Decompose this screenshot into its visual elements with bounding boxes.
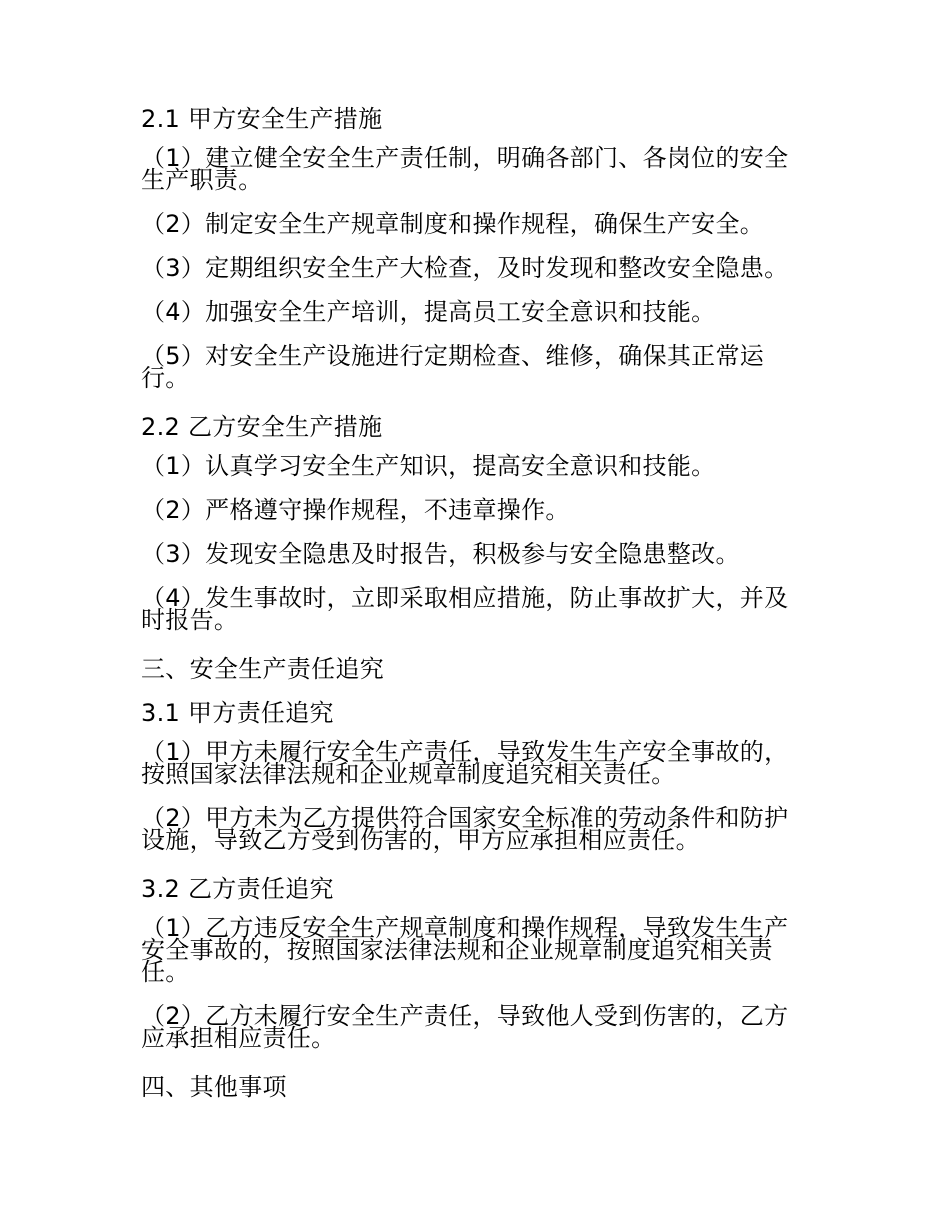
list-item-2-1-2: （2）制定安全生产规章制度和操作规程，确保生产安全。 [141,210,765,238]
list-item-2-1-4: （4）加强安全生产培训，提高员工安全意识和技能。 [141,298,716,326]
section-heading-2-1: 2.1 甲方安全生产措施 [141,105,383,133]
list-item-3-1-2: （2）甲方未为乙方提供符合国家安全标准的劳动条件和防护设施，导致乙方受到伤害的，甲方应承担相应责任。 [141,804,789,854]
list-item-3-2-1: （1）乙方违反安全生产规章制度和操作规程，导致发生生产安全事故的，按照国家法律法规和企业规章制度追究相关责任。 [141,914,789,986]
list-item-2-2-4: （4）发生事故时，立即采取相应措施，防止事故扩大，并及时报告。 [141,584,789,634]
list-item-2-1-3: （3）定期组织安全生产大检查，及时发现和整改安全隐患。 [141,254,789,282]
list-item-2-1-1: （1）建立健全安全生产责任制，明确各部门、各岗位的安全生产职责。 [141,144,789,194]
list-item-2-2-1: （1）认真学习安全生产知识，提高安全意识和技能。 [141,452,716,480]
section-heading-3-1: 3.1 甲方责任追究 [141,699,334,727]
chapter-heading-3: 三、安全生产责任追究 [141,655,384,683]
list-item-2-2-2: （2）严格遵守操作规程，不违章操作。 [141,496,570,524]
chapter-heading-4: 四、其他事项 [141,1073,287,1101]
list-item-3-2-2: （2）乙方未履行安全生产责任，导致他人受到伤害的，乙方应承担相应责任。 [141,1002,789,1052]
section-heading-2-2: 2.2 乙方安全生产措施 [141,413,383,441]
section-heading-3-2: 3.2 乙方责任追究 [141,875,334,903]
list-item-2-2-3: （3）发现安全隐患及时报告，积极参与安全隐患整改。 [141,540,740,568]
list-item-2-1-5: （5）对安全生产设施进行定期检查、维修，确保其正常运行。 [141,342,765,392]
document-body [141,103,803,1115]
list-item-3-1-1: （1）甲方未履行安全生产责任，导致发生生产安全事故的，按照国家法律法规和企业规章制度追究相关责任。 [141,738,789,788]
